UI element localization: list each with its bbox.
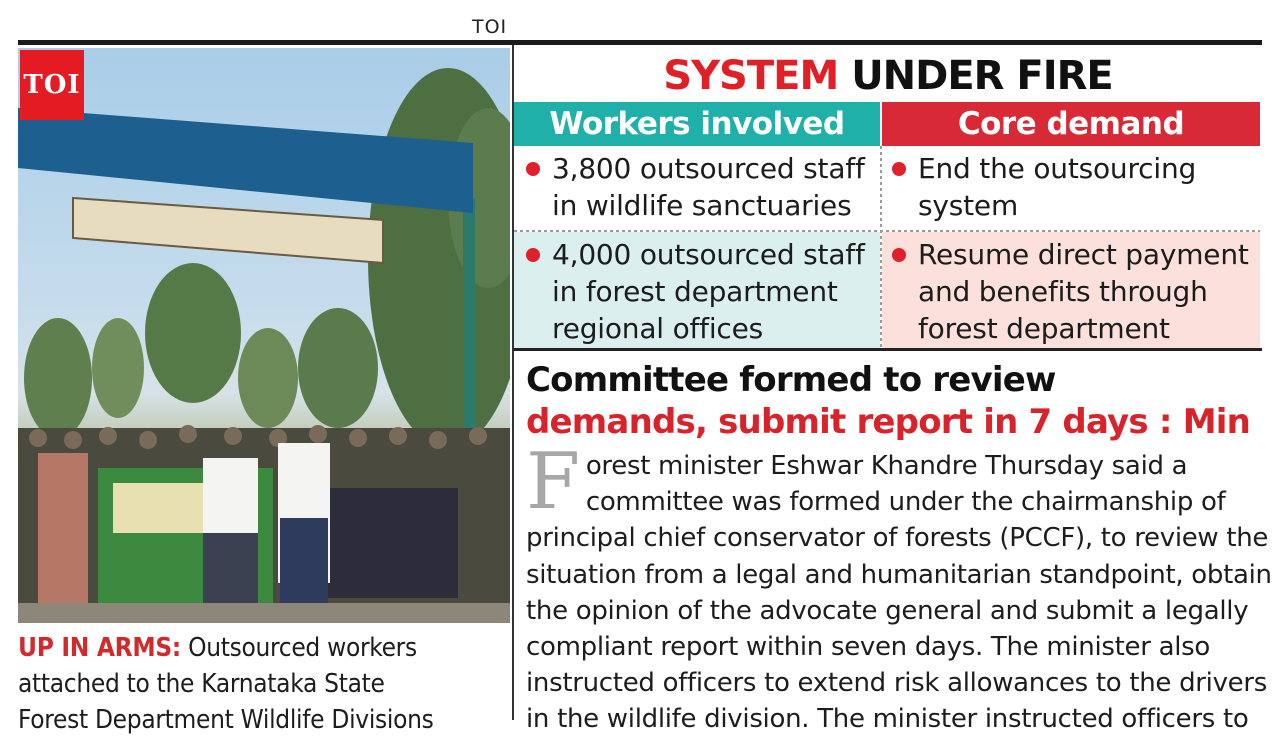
toi-logo: TOI	[20, 50, 84, 120]
caption-label: UP IN ARMS:	[18, 633, 181, 663]
bullet-icon	[526, 162, 540, 176]
article-headline: Committee formed to review	[526, 360, 1056, 400]
top-rule	[18, 40, 1262, 45]
drop-cap: F	[526, 437, 580, 527]
photo-caption: UP IN ARMS: Outsourced workers attached to the Karnataka State Forest Department Wildlife Divisions	[18, 633, 434, 735]
bullet-icon	[892, 162, 906, 176]
infobox-headline: SYSTEM UNDER FIRE	[663, 53, 1113, 99]
protest-photo	[18, 48, 510, 623]
header-core-demand: Core demand	[882, 102, 1260, 146]
brand-label: TOI	[472, 16, 508, 38]
table-cell-workers-1: 3,800 outsourced staff in wildlife sanctuaries	[526, 150, 865, 224]
article-body: F orest minister Eshwar Khandre Thursday said a committee was formed under the chairmanship of principal chief conservator of forests (PCCF), to review the situation from a legal and humanitarian standpoint, obtain the opinion of the advocate general and submit a legally compliant report within seven days. The minister also instructed officers to extend risk allowances to the drivers in the wildlife division. The minister instructed officers to	[526, 437, 1272, 735]
header-workers-involved: Workers involved	[514, 102, 880, 146]
bullet-icon	[892, 248, 906, 262]
table-cell-demand-1: End the outsourcing system	[892, 150, 1196, 224]
table-cell-workers-2: 4,000 outsourced staff in forest department regional offices	[526, 236, 865, 347]
column-divider	[512, 45, 514, 720]
bullet-icon	[526, 248, 540, 262]
table-cell-demand-2: Resume direct payment and benefits through forest department	[892, 236, 1249, 347]
article-subheadline: demands, submit report in 7 days : Min	[526, 402, 1251, 442]
